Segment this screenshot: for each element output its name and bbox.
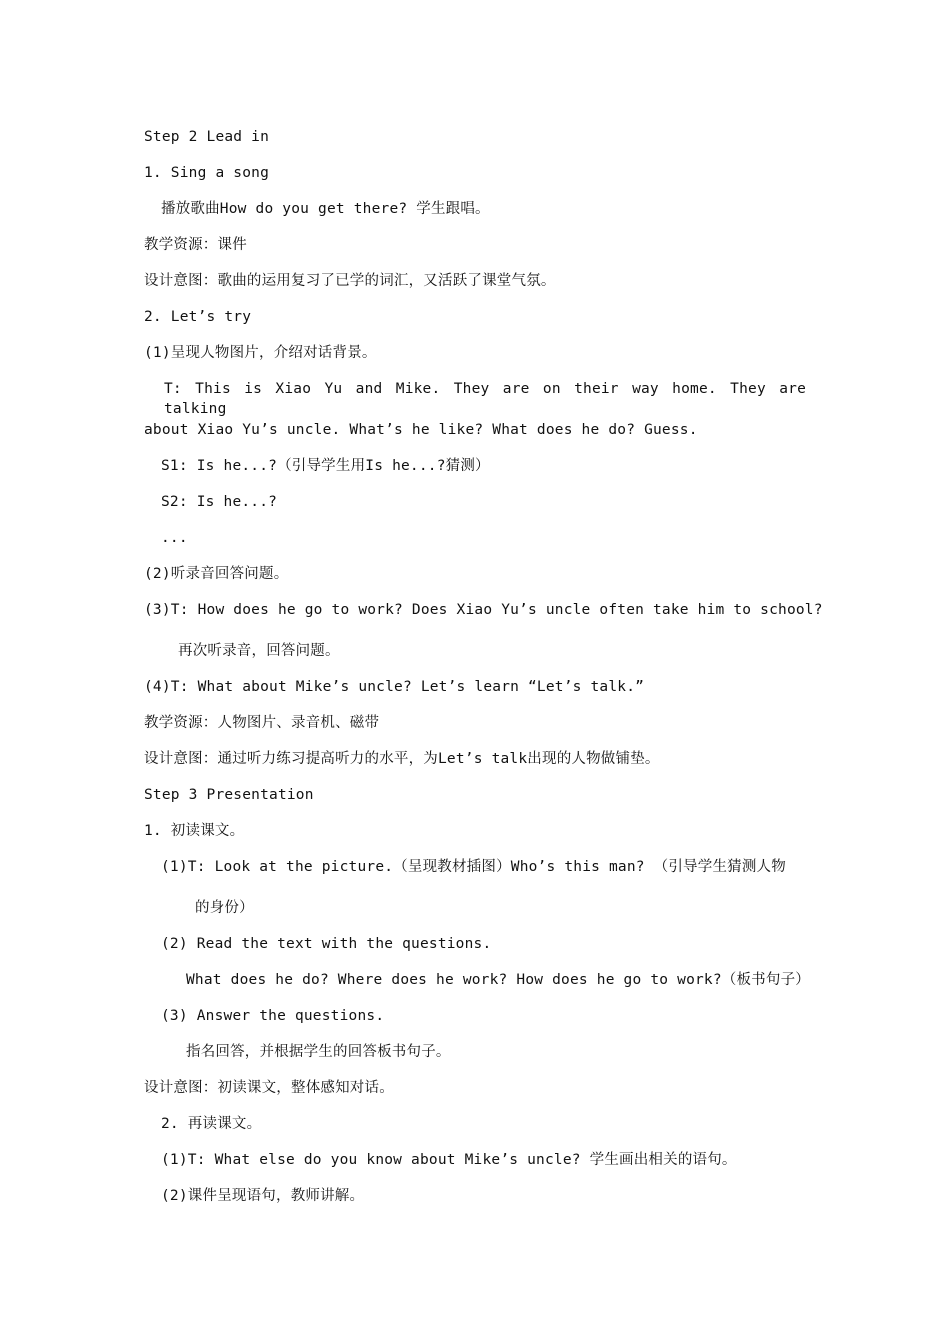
teacher-what-else: (1)T: What else do you know about Mike’s uncle? 学生画出相关的语句。 <box>161 1152 737 1168</box>
listen-again-instruction: 再次听录音，回答问题。 <box>178 643 340 659</box>
step-read-with-questions: (2) Read the text with the questions. <box>161 936 492 952</box>
teacher-mike-uncle: (4)T: What about Mike’s uncle? Let’s learn “Let’s talk.” <box>144 679 645 695</box>
activity-second-reading: 2. 再读课文。 <box>161 1116 262 1132</box>
step-listen-answer: (2)听录音回答问题。 <box>144 566 289 582</box>
design-intent-listening: 设计意图：通过听力练习提高听力的水平，为Let’s talk出现的人物做铺垫。 <box>144 751 660 767</box>
student-2-guess: S2: Is he...? <box>161 494 278 510</box>
teacher-question-work: (3)T: How does he go to work? Does Xiao Yu’s uncle often take him to school? <box>144 602 823 618</box>
step-courseware-explain: (2)课件呈现语句，教师讲解。 <box>161 1188 365 1204</box>
section-heading-step-3: Step 3 Presentation <box>144 787 314 803</box>
answer-instruction: 指名回答，并根据学生的回答板书句子。 <box>186 1044 451 1060</box>
resources-courseware: 教学资源：课件 <box>144 237 247 253</box>
activity-lets-try: 2. Let’s try <box>144 309 252 325</box>
section-heading-step-2: Step 2 Lead in <box>144 129 270 145</box>
song-instruction: 播放歌曲How do you get there? 学生跟唱。 <box>161 201 490 217</box>
teacher-intro-dialogue: T: This is Xiao Yu and Mike. They are on their way home. They are talking <box>164 381 806 417</box>
activity-first-reading: 1. 初读课文。 <box>144 823 245 839</box>
teacher-look-at-picture-continued: 的身份） <box>195 900 254 916</box>
design-intent-song: 设计意图：歌曲的运用复习了已学的词汇，又活跃了课堂气氛。 <box>144 273 556 289</box>
ellipsis-line: ... <box>161 530 188 546</box>
teacher-look-at-picture: (1)T: Look at the picture.（呈现教材插图）Who’s this man? （引导学生猜测人物 <box>161 859 786 875</box>
student-1-guess: S1: Is he...?（引导学生用Is he...?猜测） <box>161 458 490 474</box>
reading-questions: What does he do? Where does he work? How does he go to work?（板书句子） <box>186 972 810 988</box>
step-answer-questions: (3) Answer the questions. <box>161 1008 385 1024</box>
activity-sing-a-song: 1. Sing a song <box>144 165 270 181</box>
design-intent-first-reading: 设计意图：初读课文，整体感知对话。 <box>144 1080 394 1096</box>
teacher-intro-dialogue-continued: about Xiao Yu’s uncle. What’s he like? What does he do? Guess. <box>144 422 698 438</box>
step-show-pictures: (1)呈现人物图片，介绍对话背景。 <box>144 345 377 361</box>
resources-pictures-tape: 教学资源：人物图片、录音机、磁带 <box>144 715 380 731</box>
